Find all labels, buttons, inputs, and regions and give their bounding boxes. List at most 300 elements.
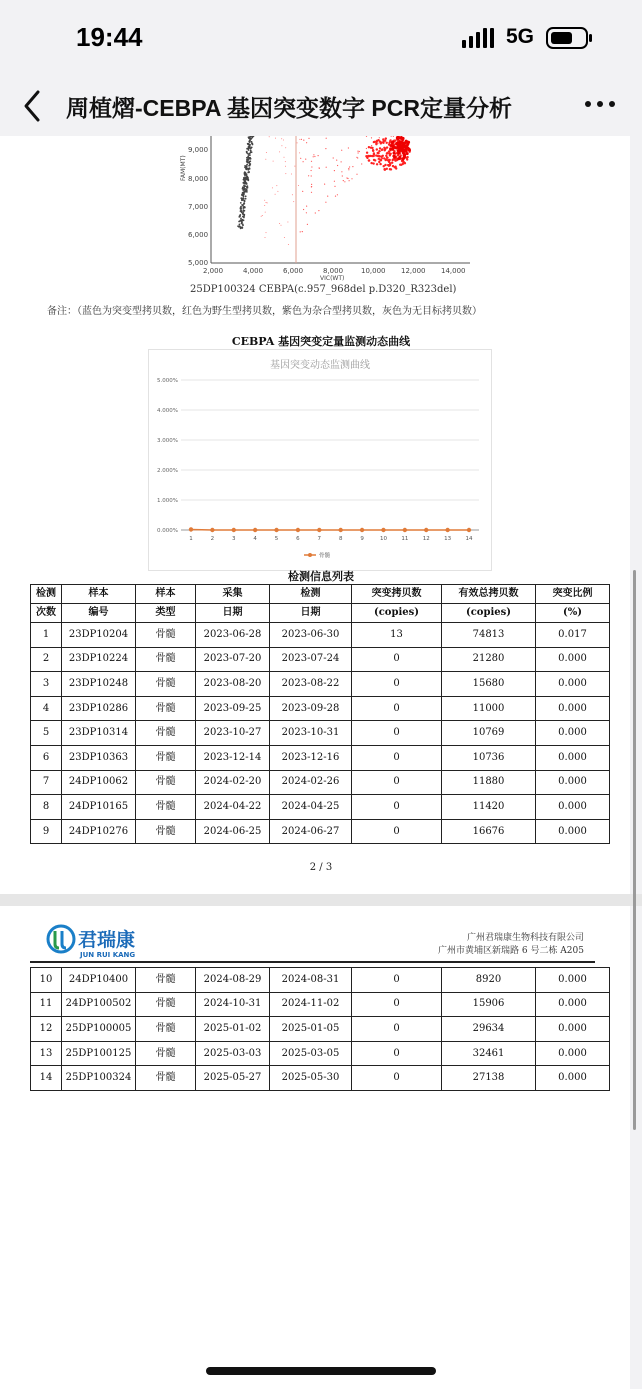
droplet-point	[376, 148, 378, 150]
table-cell: 0.000	[536, 992, 610, 1017]
droplet-point	[326, 167, 327, 168]
table-cell: 0.000	[536, 672, 610, 697]
droplet-point	[246, 151, 248, 153]
droplet-point	[349, 180, 350, 181]
droplet-point	[248, 149, 250, 151]
chart-legend-label: 骨髓	[319, 553, 331, 559]
droplet-point	[250, 151, 252, 153]
scatter-x-label: VIC(WT)	[320, 275, 345, 282]
table-cell: 23DP10204	[62, 623, 136, 648]
table-cell: 2024-02-26	[270, 770, 352, 795]
droplet-point	[241, 219, 243, 221]
table-cell: 12	[31, 1017, 62, 1042]
table-cell: 2024-11-02	[270, 992, 352, 1017]
table-title: 检测信息列表	[288, 570, 354, 583]
droplet-point	[396, 142, 399, 145]
table-cell: 有效总拷贝数	[442, 585, 536, 604]
droplet-point	[346, 177, 347, 178]
table-cell: 骨髓	[136, 795, 196, 820]
droplet-point	[377, 143, 378, 144]
droplet-point	[300, 231, 301, 232]
droplet-point	[285, 166, 286, 167]
droplet-point	[385, 155, 387, 157]
table-cell: 2	[31, 647, 62, 672]
droplet-point	[404, 144, 407, 147]
table-cell: 10736	[442, 745, 536, 770]
droplet-point	[391, 147, 394, 150]
table-row	[31, 696, 610, 721]
table-cell: 23DP10363	[62, 745, 136, 770]
droplet-point	[384, 149, 386, 151]
chart-point	[296, 528, 300, 532]
table-cell: 突变拷贝数	[352, 585, 442, 604]
droplet-point	[249, 144, 251, 146]
droplet-point	[239, 215, 241, 217]
back-arrow-icon[interactable]	[18, 88, 48, 124]
table-cell: (copies)	[442, 604, 536, 623]
droplet-point	[378, 161, 380, 163]
droplet-point	[241, 227, 243, 229]
droplet-point	[399, 149, 402, 152]
droplet-point	[407, 142, 410, 145]
droplet-point	[359, 151, 360, 152]
table-cell: 2023-10-31	[270, 721, 352, 746]
droplet-point	[246, 165, 248, 167]
droplet-point	[281, 225, 282, 226]
home-indicator[interactable]	[206, 1367, 436, 1375]
scatter-x-tick: 2,000	[203, 267, 224, 275]
droplet-point	[324, 184, 325, 185]
table-cell: 9	[31, 819, 62, 844]
droplet-point	[397, 157, 400, 160]
droplet-point	[307, 224, 308, 225]
chart-point	[274, 528, 278, 532]
droplet-point	[408, 148, 411, 151]
droplet-point	[261, 216, 262, 217]
droplet-point	[277, 191, 278, 192]
table-cell: 2024-06-25	[196, 819, 270, 844]
droplet-point	[265, 212, 266, 213]
droplet-point	[303, 209, 304, 210]
table-cell: 0.000	[536, 795, 610, 820]
droplet-point	[372, 162, 374, 164]
droplet-point	[325, 202, 326, 203]
droplet-point	[341, 150, 342, 151]
droplet-point	[378, 159, 379, 160]
scatter-x-tick: 6,000	[283, 267, 304, 275]
droplet-point	[275, 194, 276, 195]
droplet-point	[386, 142, 388, 144]
droplet-point	[306, 206, 307, 207]
droplet-point	[243, 202, 245, 204]
droplet-point	[405, 150, 408, 153]
droplet-point	[279, 151, 280, 152]
droplet-point	[306, 142, 307, 143]
page-number: 2 / 3	[309, 862, 333, 873]
droplet-point	[319, 167, 320, 168]
table-cell: 0.000	[536, 696, 610, 721]
droplet-point	[284, 157, 285, 158]
droplet-point	[311, 170, 312, 171]
chart-x-tick: 12	[422, 536, 430, 542]
droplet-point	[238, 221, 240, 223]
droplet-point	[341, 171, 342, 172]
droplet-point	[287, 222, 288, 223]
table-cell: 骨髓	[136, 696, 196, 721]
table-cell: 日期	[196, 604, 270, 623]
droplet-point	[247, 179, 249, 181]
table-cell: 0.017	[536, 623, 610, 648]
droplet-point	[276, 185, 277, 186]
page-title: 周植熠-CEBPA 基因突变数字 PCR定量分析	[66, 95, 512, 121]
table-cell: 8	[31, 795, 62, 820]
status-bar	[0, 0, 642, 78]
droplet-point	[243, 214, 245, 216]
table-cell: 日期	[270, 604, 352, 623]
table-cell: 0	[352, 795, 442, 820]
table-cell: 0	[352, 745, 442, 770]
table-row	[31, 1041, 610, 1066]
droplet-point	[318, 210, 319, 211]
droplet-point	[386, 152, 388, 154]
droplet-point	[246, 148, 248, 150]
chart-point	[403, 528, 407, 532]
droplet-point	[281, 145, 282, 146]
table-cell: 3	[31, 672, 62, 697]
droplet-point	[343, 180, 344, 181]
table-cell: 7	[31, 770, 62, 795]
droplet-point	[399, 137, 402, 140]
table-row	[31, 647, 610, 672]
chart-x-tick: 13	[444, 536, 452, 542]
droplet-point	[283, 140, 284, 141]
droplet-point	[245, 195, 247, 197]
table-cell: 2023-09-28	[270, 696, 352, 721]
droplet-point	[377, 155, 379, 157]
table-cell: 13	[352, 623, 442, 648]
droplet-point	[391, 136, 392, 137]
table-cell: 样本	[62, 585, 136, 604]
table-cell: 0.000	[536, 819, 610, 844]
scatter-x-tick: 4,000	[243, 267, 264, 275]
table-cell: 2024-04-25	[270, 795, 352, 820]
chart-y-tick: 3.000%	[157, 438, 178, 444]
droplet-point	[249, 163, 251, 165]
droplet-point	[335, 196, 336, 197]
droplet-point	[266, 232, 267, 233]
table-cell: 2024-08-29	[196, 968, 270, 993]
droplet-point	[305, 159, 306, 160]
scatter-x-tick: 14,000	[441, 267, 466, 275]
droplet-point	[244, 200, 246, 202]
table-cell: 2023-12-14	[196, 745, 270, 770]
table-cell: 2023-07-20	[196, 647, 270, 672]
droplet-point	[374, 141, 376, 143]
table-cell: 0	[352, 647, 442, 672]
droplet-point	[267, 202, 268, 203]
table-cell: 6	[31, 745, 62, 770]
droplet-point	[273, 161, 274, 162]
droplet-point	[341, 161, 342, 162]
table-row	[31, 1066, 610, 1091]
droplet-point	[250, 138, 252, 140]
droplet-point	[311, 166, 312, 167]
table-header-row	[31, 585, 610, 604]
droplet-point	[357, 151, 358, 152]
droplet-point	[393, 152, 396, 155]
table-cell: 骨髓	[136, 623, 196, 648]
table-cell: 23DP10248	[62, 672, 136, 697]
table-cell: 11000	[442, 696, 536, 721]
droplet-point	[248, 161, 250, 163]
network-type: 5G	[506, 25, 535, 48]
droplet-point	[313, 154, 314, 155]
table-cell: (%)	[536, 604, 610, 623]
table-cell: 骨髓	[136, 647, 196, 672]
table-cell: 2024-02-20	[196, 770, 270, 795]
droplet-point	[299, 152, 300, 153]
table-cell: 2025-01-05	[270, 1017, 352, 1042]
table-cell: 2024-06-27	[270, 819, 352, 844]
scatter-y-tick: 8,000	[188, 175, 209, 183]
table-cell: 2024-08-31	[270, 968, 352, 993]
chart-title: 基因突变动态监测曲线	[270, 360, 370, 371]
table-cell: 骨髓	[136, 770, 196, 795]
droplet-point	[374, 155, 375, 156]
droplet-point	[396, 145, 399, 148]
table-cell: 13	[31, 1041, 62, 1066]
more-icon[interactable]	[580, 92, 620, 116]
droplet-point	[401, 158, 404, 161]
table-cell: 0	[352, 819, 442, 844]
droplet-point	[248, 141, 250, 143]
table-cell: 2025-05-30	[270, 1066, 352, 1091]
droplet-point	[383, 165, 385, 167]
table-cell: 23DP10314	[62, 721, 136, 746]
droplet-point	[240, 207, 242, 209]
table-cell: 突变比例	[536, 585, 610, 604]
droplet-point	[356, 157, 357, 158]
jrk-logo-icon	[46, 922, 156, 960]
droplet-point	[246, 183, 248, 185]
droplet-point	[294, 166, 295, 167]
droplet-point	[241, 204, 243, 206]
droplet-point	[247, 159, 249, 161]
table-row	[31, 672, 610, 697]
droplet-point	[327, 196, 328, 197]
droplet-point	[396, 137, 399, 140]
scatter-x-tick: 12,000	[401, 267, 426, 275]
report-page-3	[0, 906, 630, 1389]
scatter-y-tick: 9,000	[188, 146, 209, 154]
scatter-x-tick: 8,000	[323, 267, 344, 275]
logo-en-text: JUN RUI KANG	[80, 951, 136, 959]
table-cell: 检测	[31, 585, 62, 604]
droplet-point	[285, 147, 286, 148]
table-cell: 15680	[442, 672, 536, 697]
table-cell: 16676	[442, 819, 536, 844]
chart-point	[381, 528, 385, 532]
table-cell: 0	[352, 721, 442, 746]
droplet-point	[352, 166, 353, 167]
droplet-point	[240, 220, 242, 222]
droplet-point	[390, 153, 392, 155]
table-cell: 2025-03-03	[196, 1041, 270, 1066]
scatter-y-tick: 7,000	[188, 203, 209, 211]
droplet-point	[243, 185, 245, 187]
droplet-point	[284, 237, 285, 238]
table-cell: 2023-07-24	[270, 647, 352, 672]
droplet-point	[308, 175, 309, 176]
droplet-point	[243, 177, 245, 179]
droplet-point	[344, 181, 345, 182]
table-cell: 2024-04-22	[196, 795, 270, 820]
table-cell: 2023-06-28	[196, 623, 270, 648]
droplet-point	[245, 198, 247, 200]
droplet-point	[303, 140, 304, 141]
table-cell: 32461	[442, 1041, 536, 1066]
droplet-point	[243, 195, 245, 197]
table-cell: 检测	[270, 585, 352, 604]
droplet-point	[337, 194, 338, 195]
droplet-point	[406, 158, 408, 160]
droplet-point	[299, 139, 300, 140]
droplet-point	[381, 149, 383, 151]
droplet-point	[372, 150, 374, 152]
table-row	[31, 795, 610, 820]
table-row	[31, 770, 610, 795]
droplet-point	[406, 156, 408, 158]
scatter-x-tick: 10,000	[361, 267, 386, 275]
chart-x-tick: 3	[232, 536, 236, 542]
logo-cn-text: 君瑞康	[78, 929, 136, 951]
droplet-point	[244, 206, 246, 208]
chart-point	[445, 528, 449, 532]
droplet-point	[247, 185, 249, 187]
table-cell: 0.000	[536, 1041, 610, 1066]
droplet-point	[366, 136, 367, 137]
droplet-point	[285, 161, 286, 162]
droplet-point	[379, 147, 381, 149]
droplet-point	[242, 212, 244, 214]
table-cell: 74813	[442, 623, 536, 648]
droplet-point	[380, 151, 381, 152]
chart-y-tick: 2.000%	[157, 468, 178, 474]
droplet-point	[342, 175, 343, 176]
droplet-point	[366, 148, 367, 149]
table-cell: 23DP10224	[62, 647, 136, 672]
table-cell: 21280	[442, 647, 536, 672]
scatter-legend-note: 备注：（蓝色为突变型拷贝数，红色为野生型拷贝数，紫色为杂合型拷贝数，灰色为无目标拷贝数）	[47, 306, 482, 317]
droplet-point	[368, 146, 370, 148]
droplet-point	[361, 163, 362, 164]
droplet-point	[293, 201, 294, 202]
droplet-point	[291, 174, 292, 175]
droplet-point	[356, 174, 357, 175]
status-time: 19:44	[76, 22, 143, 52]
chart-point	[360, 528, 364, 532]
droplet-point	[313, 156, 314, 157]
chart-x-tick: 4	[253, 536, 257, 542]
page-separator	[0, 894, 642, 906]
chart-point	[253, 528, 257, 532]
droplet-point	[399, 164, 401, 166]
droplet-point	[337, 165, 338, 166]
table-cell: 骨髓	[136, 968, 196, 993]
table-cell: 骨髓	[136, 1041, 196, 1066]
table-cell: 2025-01-02	[196, 1017, 270, 1042]
droplet-point	[381, 158, 382, 159]
droplet-point	[395, 167, 397, 169]
droplet-point	[379, 137, 380, 138]
chart-point	[424, 528, 428, 532]
droplet-point	[388, 150, 390, 152]
droplet-point	[262, 215, 263, 216]
table-cell: 27138	[442, 1066, 536, 1091]
table-cell: 24DP10400	[62, 968, 136, 993]
droplet-point	[265, 237, 266, 238]
chart-y-tick: 4.000%	[157, 408, 178, 414]
droplet-point	[244, 179, 246, 181]
table-cell: 骨髓	[136, 992, 196, 1017]
droplet-point	[393, 136, 394, 137]
droplet-point	[266, 152, 267, 153]
droplet-point	[241, 221, 243, 223]
droplet-point	[301, 139, 302, 140]
table-cell: 0.000	[536, 647, 610, 672]
droplet-point	[315, 212, 316, 213]
droplet-point	[326, 138, 327, 139]
droplet-point	[403, 153, 406, 156]
scatter-y-label: FAM(MT)	[180, 155, 187, 181]
table-cell: 5	[31, 721, 62, 746]
table-row	[31, 721, 610, 746]
battery-icon	[546, 27, 594, 49]
droplet-point	[334, 170, 335, 171]
table-cell: 2023-08-20	[196, 672, 270, 697]
table-cell: 29634	[442, 1017, 536, 1042]
droplet-point	[246, 188, 248, 190]
droplet-point	[379, 163, 381, 165]
table-cell: 采集	[196, 585, 270, 604]
chart-point	[189, 527, 193, 531]
droplet-point	[370, 162, 372, 164]
droplet-point	[387, 159, 389, 161]
table-cell: 14	[31, 1066, 62, 1091]
table-cell: 25DP100125	[62, 1041, 136, 1066]
droplet-point	[242, 193, 244, 195]
table-cell: 0	[352, 1066, 442, 1091]
droplet-point	[389, 164, 391, 166]
table-row	[31, 745, 610, 770]
droplet-point	[306, 212, 307, 213]
chart-x-tick: 7	[317, 536, 322, 542]
droplet-point	[246, 157, 248, 159]
table-cell: 8920	[442, 968, 536, 993]
table-cell: 2024-10-31	[196, 992, 270, 1017]
chart-legend-marker	[308, 553, 312, 557]
droplet-point	[358, 152, 359, 153]
table-cell: 2025-03-05	[270, 1041, 352, 1066]
droplet-point	[239, 224, 241, 226]
table-cell: 骨髓	[136, 1066, 196, 1091]
droplet-point	[244, 175, 246, 177]
table-cell: 23DP10286	[62, 696, 136, 721]
scrollbar[interactable]	[633, 570, 636, 1130]
droplet-point	[391, 141, 394, 144]
table-cell: 2025-05-27	[196, 1066, 270, 1091]
table-cell: 24DP10062	[62, 770, 136, 795]
